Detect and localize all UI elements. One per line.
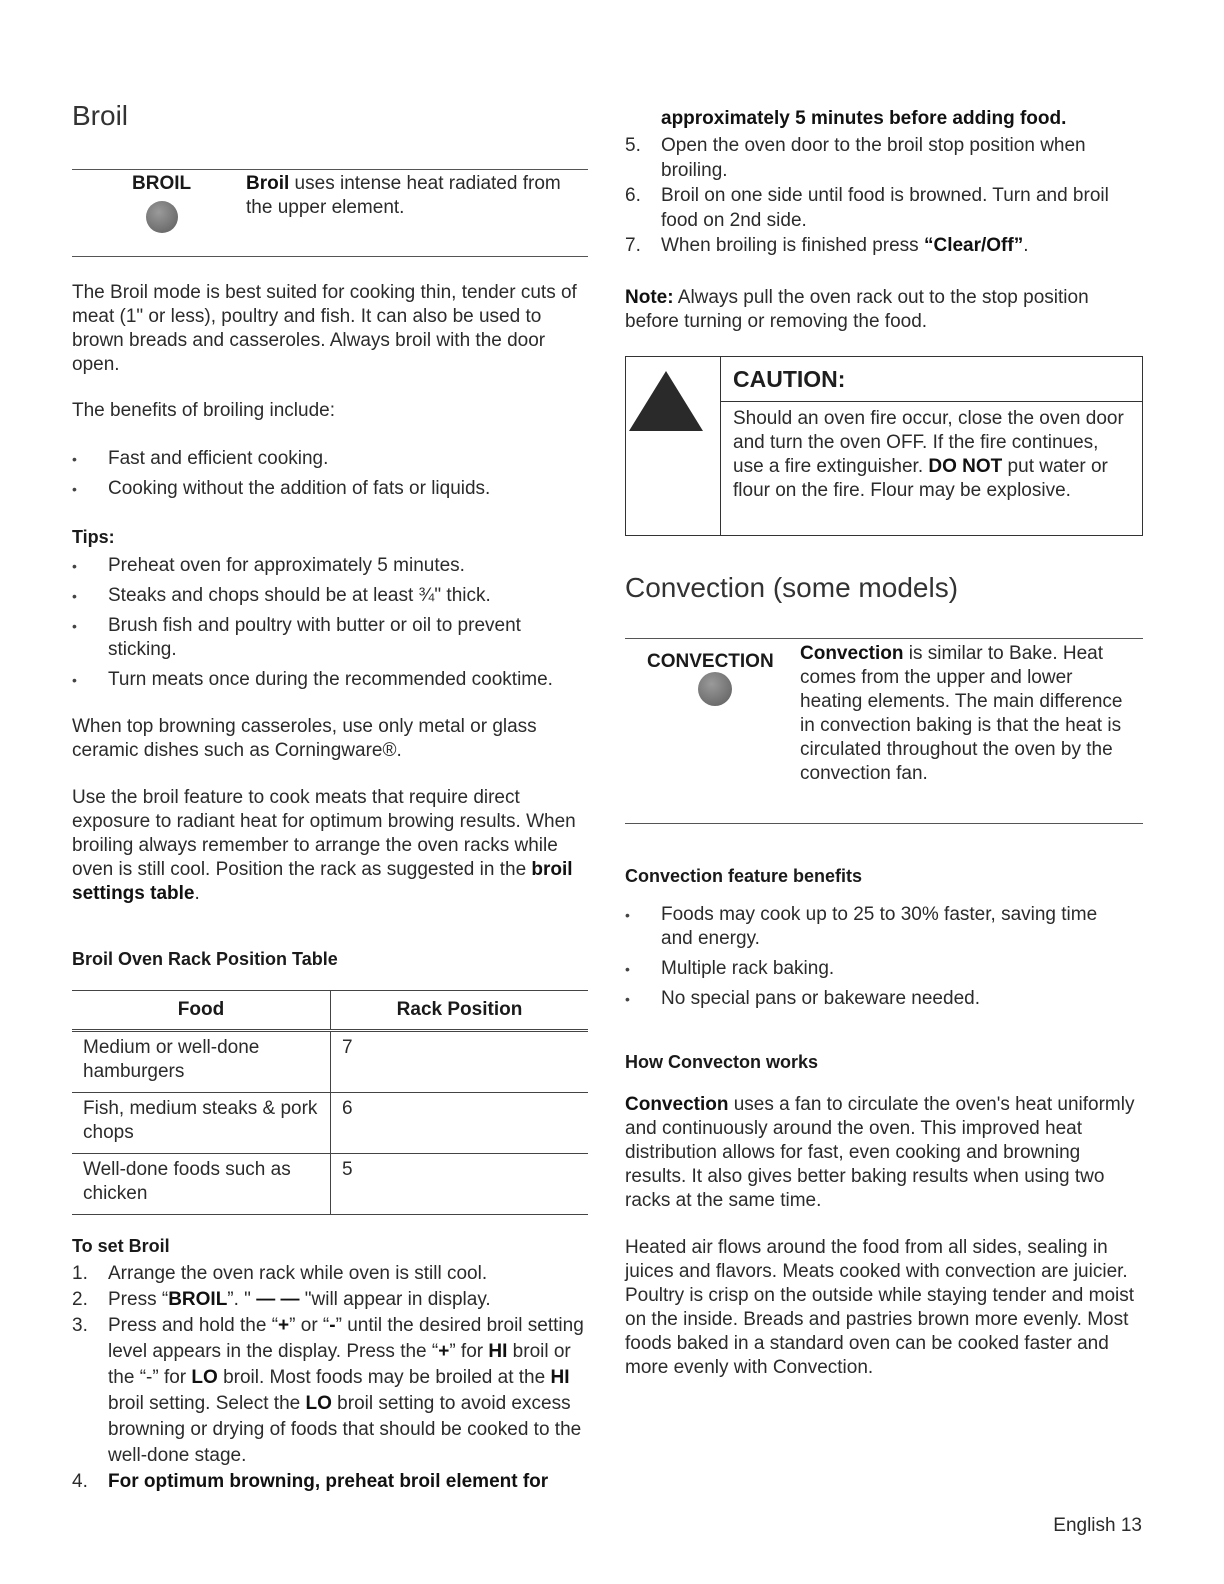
broil-intro: The Broil mode is best suited for cooking thin, tender cuts of meat (1" or less), poultry and fish. It can also be used to brown breads and casseroles. Always broil with the door open. xyxy=(72,282,577,375)
rack-column-header: Rack Position xyxy=(331,991,589,1031)
rack-note: Note: Always pull the oven rack out to the stop position before turning or removing the food. xyxy=(625,287,1089,332)
broil-title: Broil xyxy=(72,100,129,131)
table-header-row xyxy=(72,991,588,1031)
list-item: • No special pans or bakeware needed. xyxy=(625,987,1143,1011)
list-item: • Foods may cook up to 25 to 30% faster, saving time and energy. xyxy=(625,903,1121,951)
warning-triangle-icon xyxy=(626,367,720,447)
step-2: 2. Press “BROIL”. " — — "will appear in display. xyxy=(72,1289,491,1310)
broil-benefits-list xyxy=(72,447,588,501)
food-cell: Fish, medium steaks & pork chops xyxy=(72,1093,331,1154)
step-4: 4. For optimum browning, preheat broil element for xyxy=(72,1471,549,1492)
list-item: • Brush fish and poultry with butter or oil to prevent sticking. xyxy=(72,614,548,662)
list-item: • Cooking without the addition of fats or liquids. xyxy=(72,477,588,501)
heated-air-text: Heated air flows around the food from all sides, sealing in juices and flavors. Meats cooked with convection are juicier. Poultry is crisp on the outside while staying tender and moist on the inside. Breads and pastries brown more evenly. Most foods baked in a standard oven can be cooked faster and more evenly with Convection. xyxy=(625,1237,1135,1378)
caution-title: CAUTION: xyxy=(721,357,1142,402)
step-3: 3. Press and hold the “+” or “-” until the desired broil setting level appears in the display. Press the “+” for HI broil or the “-” for LO broil. Most foods may be broiled at the HI broil setting. Select the LO broil setting to avoid excess browning or drying of foods that should be cooked to the well-done stage. xyxy=(72,1315,584,1466)
step-5: 5. Open the oven door to the broil stop position when broiling. xyxy=(625,135,1086,181)
step-1: 1. Arrange the oven rack while oven is still cool. xyxy=(72,1263,488,1284)
convection-mode-description: Convection is similar to Bake. Heat comes from the upper and lower heating elements. The main difference in convection baking is that the heat is circulated throughout the oven by the convection fan. xyxy=(800,643,1123,784)
table-row xyxy=(72,1154,588,1215)
benefits-lead: The benefits of broiling include: xyxy=(72,400,335,421)
casserole-note: When top browning casseroles, use only metal or glass ceramic dishes such as Corningware®. xyxy=(72,716,537,761)
broil-mode-label: BROIL xyxy=(132,173,192,194)
caution-text: Should an oven fire occur, close the oven door and turn the oven OFF. If the fire continues, use a fire extinguisher. DO NOT put water or flour on the fire. Flour may be explosive. xyxy=(733,408,1124,501)
food-column-header: Food xyxy=(72,991,331,1031)
list-item: • Multiple rack baking. xyxy=(625,957,1143,981)
list-item: • Fast and efficient cooking. xyxy=(72,447,588,471)
set-broil-steps xyxy=(72,1261,588,1495)
tips-heading: Tips: xyxy=(72,527,115,547)
food-cell: Well-done foods such as chicken xyxy=(72,1154,331,1215)
rack-cell: 5 xyxy=(331,1154,589,1215)
rack-cell: 7 xyxy=(331,1031,589,1093)
convection-mode-box xyxy=(625,638,1143,824)
page-footer: English 13 xyxy=(1053,1515,1142,1536)
rack-table-heading: Broil Oven Rack Position Table xyxy=(72,949,338,969)
broil-usage: Use the broil feature to cook meats that require direct exposure to radiant heat for optimum browing results. When broiling always remember to arrange the oven racks while oven is still cool. Position the rack as suggested in the broil settings table. xyxy=(72,787,576,904)
table-row xyxy=(72,1031,588,1093)
caution-box xyxy=(625,356,1143,536)
broil-mode-description: Broil uses intense heat radiated from the upper element. xyxy=(246,173,561,218)
food-cell: Medium or well-done hamburgers xyxy=(72,1031,331,1093)
list-item: • Turn meats once during the recommended cooktime. xyxy=(72,668,588,692)
convection-knob-icon xyxy=(698,672,732,706)
convection-mode-label: CONVECTION xyxy=(647,651,774,672)
rack-cell: 6 xyxy=(331,1093,589,1154)
rack-position-table xyxy=(72,990,588,1215)
convection-benefits-list xyxy=(625,903,1143,1011)
how-convection-heading: How Convecton works xyxy=(625,1052,819,1072)
step-7: 7. When broiling is finished press “Clear/Off”. xyxy=(625,235,1029,256)
tips-list xyxy=(72,554,588,692)
step-6: 6. Broil on one side until food is browned. Turn and broil food on 2nd side. xyxy=(625,185,1109,231)
how-convection-text: Convection uses a fan to circulate the oven's heat uniformly and continuously around the oven. This improved heat distribution allows for fast, even cooking and browning results. It also gives better baking results when using two racks at the same time. xyxy=(625,1094,1135,1211)
step-4-continued: approximately 5 minutes before adding food. xyxy=(661,108,1067,129)
broil-knob-icon xyxy=(146,201,178,233)
convection-title: Convection (some models) xyxy=(625,572,959,603)
list-item: • Steaks and chops should be at least ¾" thick. xyxy=(72,584,588,608)
convection-benefits-heading: Convection feature benefits xyxy=(625,866,863,886)
set-broil-heading: To set Broil xyxy=(72,1236,170,1256)
table-row xyxy=(72,1093,588,1154)
broil-mode-box xyxy=(72,169,588,257)
set-broil-steps-continued xyxy=(625,133,1143,258)
list-item: • Preheat oven for approximately 5 minutes. xyxy=(72,554,588,578)
